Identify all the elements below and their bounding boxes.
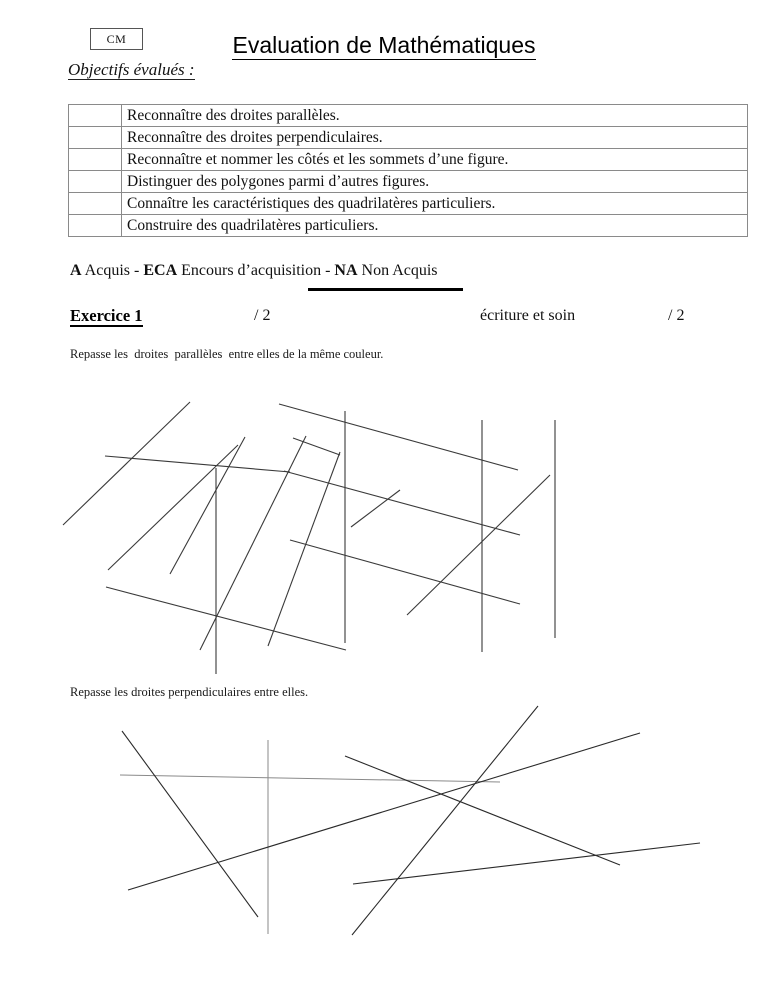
objective-mark-cell[interactable] [69,105,122,127]
legend-text-eca: Encours d’acquisition - [177,262,335,279]
table-row [69,193,748,215]
objective-text-cell: Construire des quadrilatères particuliers. [122,215,748,237]
level-badge-label: CM [106,31,127,46]
figure-line[interactable] [108,445,238,570]
figure-line[interactable] [293,438,340,455]
figure-line[interactable] [290,540,520,604]
figure-line[interactable] [120,775,500,782]
objective-mark-cell[interactable] [69,171,122,193]
objective-text-cell: Distinguer des polygones parmi d’autres figures. [122,171,748,193]
figure-line[interactable] [170,437,245,574]
neatness-points: / 2 [668,307,685,324]
figure-line[interactable] [105,456,290,472]
figure-line[interactable] [268,452,340,646]
figure-line[interactable] [284,471,520,535]
objective-text-cell: Connaître les caractéristiques des quadrilatères particuliers. [122,193,748,215]
objective-text-cell: Reconnaître des droites parallèles. [122,105,748,127]
figure-line[interactable] [122,731,258,917]
objectives-heading [68,60,195,80]
page-title [0,32,768,59]
perpendicular-lines-canvas[interactable] [0,700,768,940]
legend-text-a: Acquis - [81,262,144,279]
table-row [69,105,748,127]
objective-mark-cell[interactable] [69,193,122,215]
objective-text-cell: Reconnaître et nommer les côtés et les sommets d’une figure. [122,149,748,171]
table-row [69,149,748,171]
figure-parallel-lines[interactable] [0,370,768,680]
neatness-label: écriture et soin [480,307,576,324]
exercise-points: / 2 [254,307,271,324]
objectives-table-body [69,105,748,237]
section-divider [308,288,463,291]
objective-mark-cell[interactable] [69,127,122,149]
figure-line[interactable] [407,475,550,615]
objective-mark-cell[interactable] [69,215,122,237]
figure-line[interactable] [353,843,700,884]
objectives-heading-text: Objectifs évalués : [68,60,195,79]
parallel-lines-canvas[interactable] [0,370,768,680]
page-title-text: Evaluation de Mathématiques [232,32,536,58]
legend-code-a: A [70,262,82,279]
exercise-title [70,306,143,326]
legend-code-na: NA [334,262,358,279]
objective-text-cell: Reconnaître des droites perpendiculaires. [122,127,748,149]
legend-text-na: Non Acquis [357,262,438,279]
instruction-perpendicular: Repasse les droites perpendiculaires entre elles. [70,685,309,699]
grading-legend [70,262,438,280]
figure-perpendicular-lines[interactable] [0,700,768,940]
figure-line[interactable] [128,733,640,890]
table-row [69,127,748,149]
exercise-title-text: Exercice 1 [70,306,143,325]
table-row [69,171,748,193]
figure-line[interactable] [352,706,538,935]
objectives-table [68,104,748,237]
objective-mark-cell[interactable] [69,149,122,171]
table-row [69,215,748,237]
figure-line[interactable] [63,402,190,525]
legend-code-eca: ECA [143,262,178,279]
instruction-parallel: Repasse les droites parallèles entre elles de la même couleur. [70,347,384,361]
